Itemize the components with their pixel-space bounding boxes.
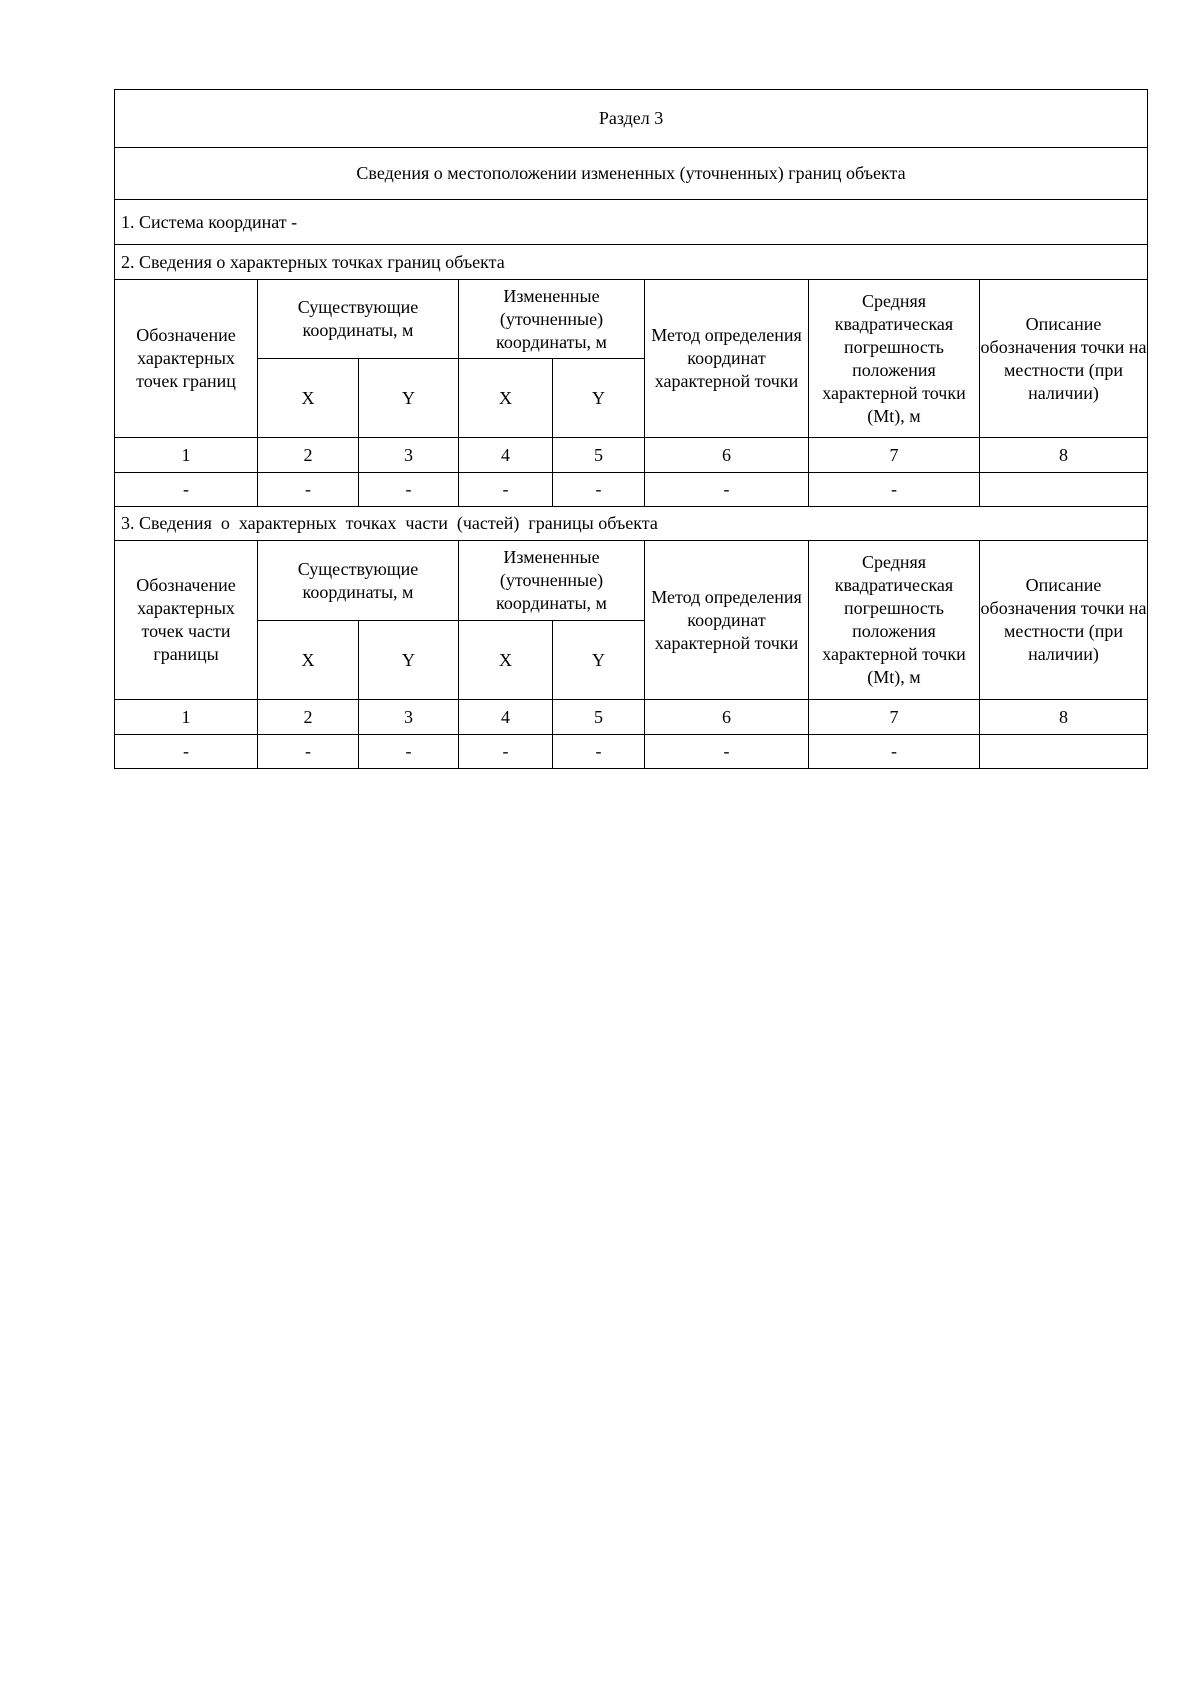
table1-title: 2. Сведения о характерных точках границ объекта bbox=[115, 245, 1148, 280]
table2-existing-header: Существующие координаты, м bbox=[258, 541, 459, 621]
table1-cell: - bbox=[645, 473, 809, 507]
table1-changed-header: Измененные (уточненные) координаты, м bbox=[459, 280, 645, 359]
section-3-table bbox=[114, 89, 1148, 769]
table1-num: 7 bbox=[809, 438, 980, 473]
table1-num: 6 bbox=[645, 438, 809, 473]
table2-changed-x: X bbox=[459, 621, 553, 700]
table2-cell: - bbox=[645, 735, 809, 769]
table1-existing-y: Y bbox=[359, 359, 459, 438]
table2-num: 8 bbox=[980, 700, 1148, 735]
table2-num: 2 bbox=[258, 700, 359, 735]
table2-number-row bbox=[115, 700, 1148, 735]
table2-num: 3 bbox=[359, 700, 459, 735]
table2-cell: - bbox=[115, 735, 258, 769]
table1-cell: - bbox=[553, 473, 645, 507]
table2-existing-x: X bbox=[258, 621, 359, 700]
table1-num: 8 bbox=[980, 438, 1148, 473]
table2-cell bbox=[980, 735, 1148, 769]
coordinate-system: 1. Система координат - bbox=[115, 200, 1148, 245]
table1-number-row bbox=[115, 438, 1148, 473]
table2-cell: - bbox=[359, 735, 459, 769]
table1-description-header: Описание обозначения точки на местности (при наличии) bbox=[980, 280, 1148, 438]
table1-existing-x: X bbox=[258, 359, 359, 438]
table1-data-row bbox=[115, 473, 1148, 507]
table1-method-header: Метод определения координат характерной точки bbox=[645, 280, 809, 438]
table1-col1-header: Обозначение характерных точек границ bbox=[115, 280, 258, 438]
table2-method-header: Метод определения координат характерной точки bbox=[645, 541, 809, 700]
table2-description-header: Описание обозначения точки на местности (при наличии) bbox=[980, 541, 1148, 700]
table2-col1-header: Обозначение характерных точек части границы bbox=[115, 541, 258, 700]
table2-num: 1 bbox=[115, 700, 258, 735]
table1-cell: - bbox=[809, 473, 980, 507]
table1-cell: - bbox=[258, 473, 359, 507]
section-title: Раздел 3 bbox=[115, 90, 1148, 148]
table2-error-header: Средняя квадратическая погрешность положения характерной точки (Mt), м bbox=[809, 541, 980, 700]
table2-data-row bbox=[115, 735, 1148, 769]
table2-changed-header: Измененные (уточненные) координаты, м bbox=[459, 541, 645, 621]
table1-num: 4 bbox=[459, 438, 553, 473]
table1-num: 2 bbox=[258, 438, 359, 473]
table2-cell: - bbox=[809, 735, 980, 769]
table2-num: 4 bbox=[459, 700, 553, 735]
table2-changed-y: Y bbox=[553, 621, 645, 700]
table2-cell: - bbox=[258, 735, 359, 769]
document-section bbox=[114, 89, 1147, 769]
table2-cell: - bbox=[459, 735, 553, 769]
table1-cell bbox=[980, 473, 1148, 507]
table1-changed-x: X bbox=[459, 359, 553, 438]
table1-cell: - bbox=[359, 473, 459, 507]
table1-existing-header: Существующие координаты, м bbox=[258, 280, 459, 359]
table2-existing-y: Y bbox=[359, 621, 459, 700]
table1-num: 5 bbox=[553, 438, 645, 473]
table1-num: 1 bbox=[115, 438, 258, 473]
table1-cell: - bbox=[115, 473, 258, 507]
table2-num: 7 bbox=[809, 700, 980, 735]
table2-num: 6 bbox=[645, 700, 809, 735]
table1-num: 3 bbox=[359, 438, 459, 473]
table1-error-header: Средняя квадратическая погрешность положения характерной точки (Mt), м bbox=[809, 280, 980, 438]
section-subtitle: Сведения о местоположении измененных (уточненных) границ объекта bbox=[115, 148, 1148, 200]
table1-changed-y: Y bbox=[553, 359, 645, 438]
table2-title: 3. Сведения о характерных точках части (частей) границы объекта bbox=[115, 507, 1148, 541]
table1-cell: - bbox=[459, 473, 553, 507]
table2-num: 5 bbox=[553, 700, 645, 735]
table2-cell: - bbox=[553, 735, 645, 769]
